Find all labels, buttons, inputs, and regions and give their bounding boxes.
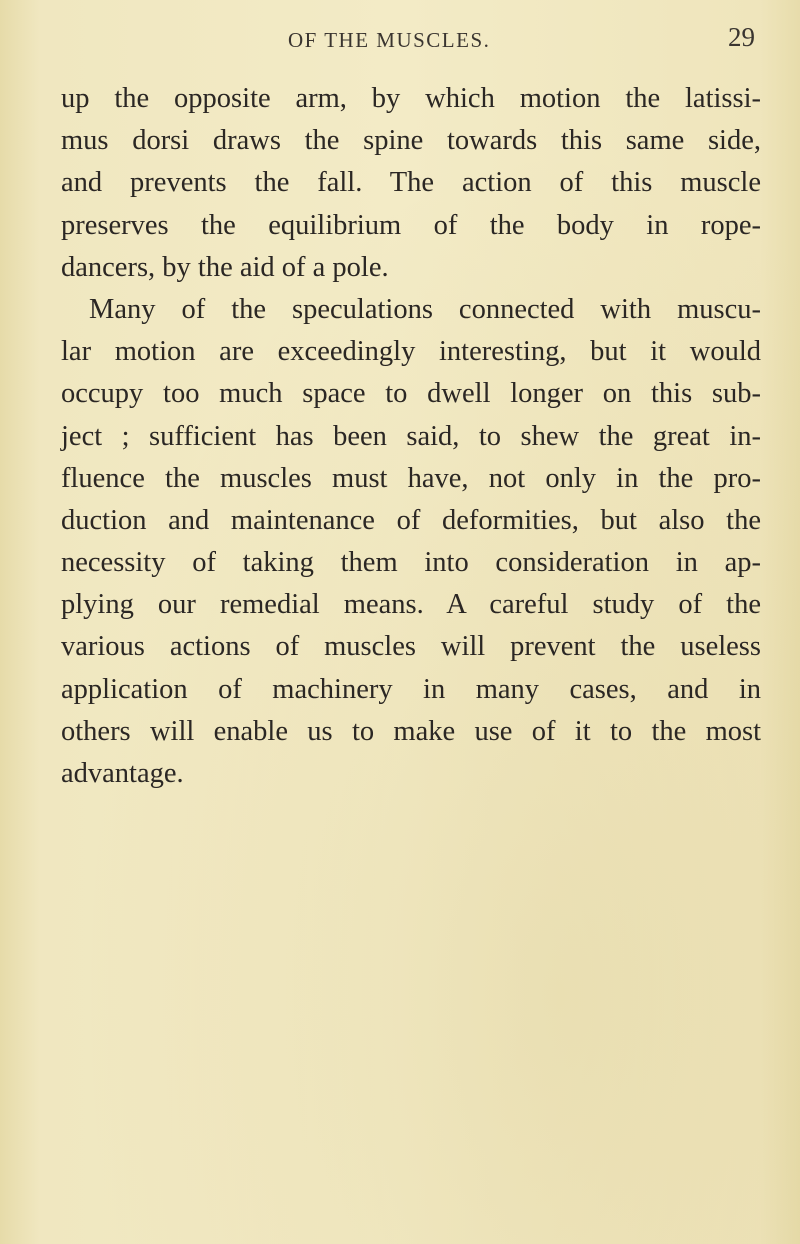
text-line: up the opposite arm, by which motion the latissi-: [61, 83, 761, 114]
page-number: 29: [728, 22, 755, 52]
text-line: mus dorsi draws the spine towards this same side,: [61, 125, 761, 157]
running-head-title: OF THE MUSCLES.: [288, 28, 491, 52]
paragraph-first-line: Many of the speculations connected with muscu-: [89, 293, 761, 325]
text-line: preserves the equilibrium of the body in rope-: [61, 209, 761, 241]
text-line: various actions of muscles will prevent the useless: [61, 631, 761, 663]
text-line: dancers, by the aid of a pole.: [61, 251, 389, 283]
text-line: necessity of taking them into consideration in ap-: [61, 547, 761, 579]
running-head: [0, 22, 800, 58]
text-line: others will enable us to make use of it to the most: [61, 715, 761, 747]
text-line: plying our remedial means. A careful study of the: [61, 589, 761, 621]
text-line: fluence the muscles must have, not only in the pro-: [61, 462, 761, 494]
text-line: lar motion are exceedingly interesting, but it would: [61, 336, 761, 368]
text-line: duction and maintenance of deformities, but also the: [61, 504, 761, 536]
text-line: application of machinery in many cases, and in: [61, 673, 761, 705]
text-line: ject ; sufficient has been said, to shew the great in-: [61, 420, 761, 452]
text-line: occupy too much space to dwell longer on this sub-: [61, 378, 761, 410]
text-line: and prevents the fall. The action of this muscle: [61, 167, 761, 199]
body-text: [61, 78, 761, 795]
text-line: advantage.: [61, 758, 184, 789]
